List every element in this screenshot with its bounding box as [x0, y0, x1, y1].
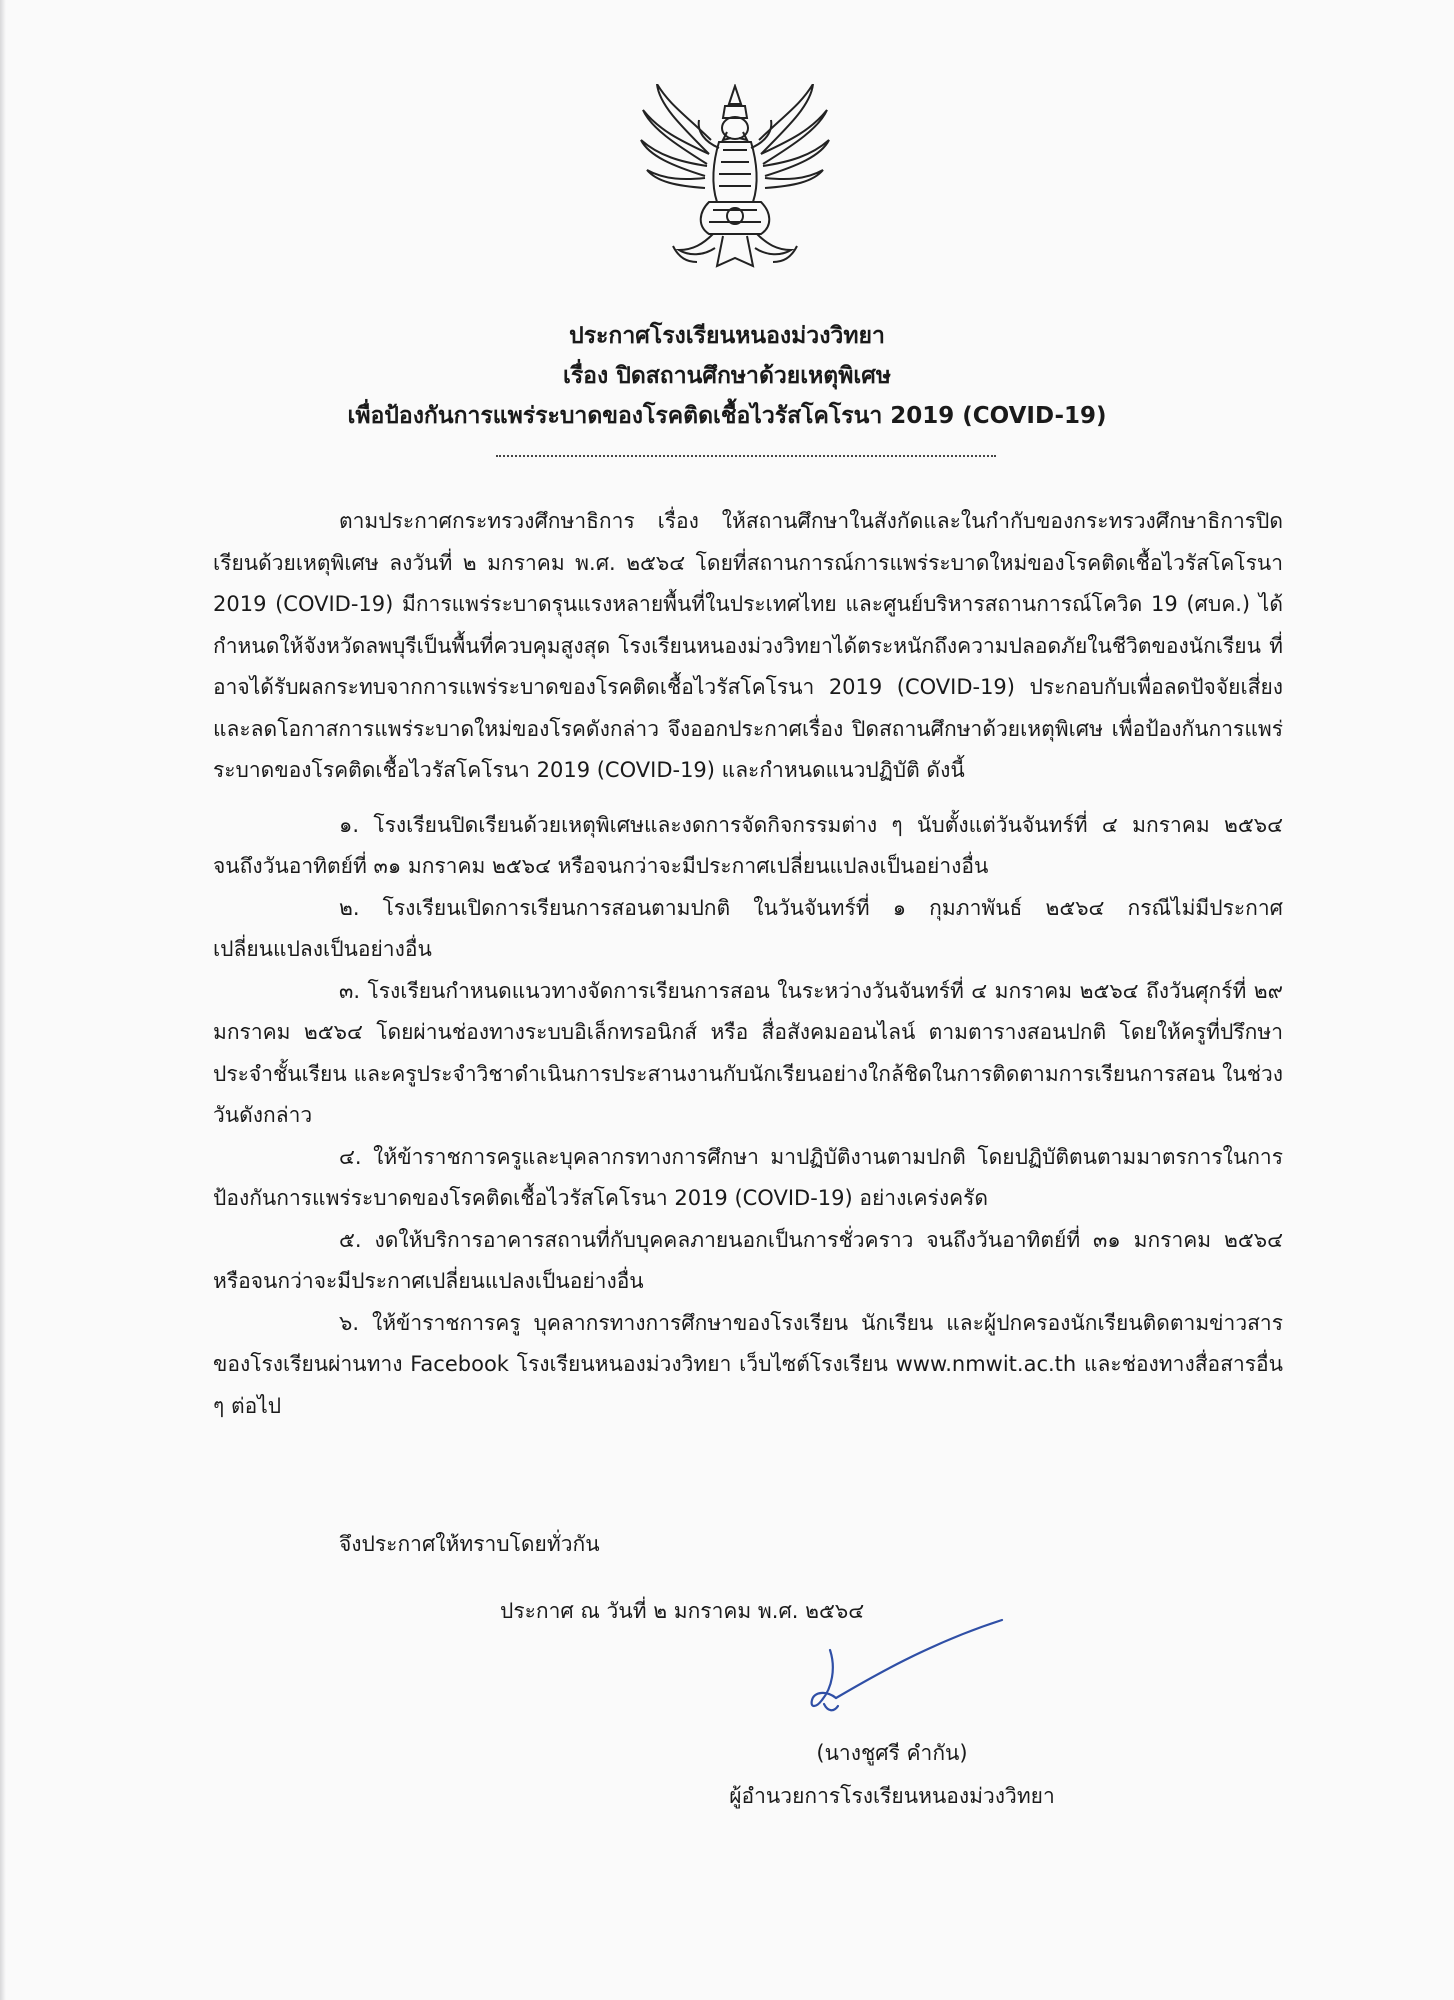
- announcement-body: [213, 501, 1283, 1427]
- scan-edge-shadow: [0, 0, 6, 2000]
- signer-name: (นางชูศรี คำกัน): [816, 1741, 968, 1765]
- title-divider: [496, 455, 996, 457]
- list-item: ๑. โรงเรียนปิดเรียนด้วยเหตุพิเศษและงดการจัดกิจกรรมต่าง ๆ นับตั้งแต่วันจันทร์ที่ ๔ มกราคม ๒๕๖๔ จนถึงวันอาทิตย์ที่ ๓๑ มกราคม ๒๕๖๔ หรือจนกว่าจะมีประกาศเปลี่ยนแปลงเป็นอย่างอื่น: [213, 812, 1283, 878]
- closing-statement: จึงประกาศให้ทราบโดยทั่วกัน: [339, 1532, 600, 1556]
- list-item: ๔. ให้ข้าราชการครูและบุคลากรทางการศึกษา มาปฏิบัติงานตามปกติ โดยปฏิบัติตนตามมาตรการในการป้องกันการแพร่ระบาดของโรคติดเชื้อไวรัสโคโรนา 2019 (COVID-19) อย่างเคร่งครัด: [213, 1144, 1283, 1210]
- signer-position: ผู้อำนวยการโรงเรียนหนองม่วงวิทยา: [729, 1784, 1055, 1808]
- list-item: ๕. งดให้บริการอาคารสถานที่กับบุคคลภายนอกเป็นการชั่วคราว จนถึงวันอาทิตย์ที่ ๓๑ มกราคม ๒๕๖๔ หรือจนกว่าจะมีประกาศเปลี่ยนแปลงเป็นอย่างอื่น: [213, 1227, 1283, 1293]
- announcement-title: [0, 316, 1454, 436]
- list-item: ๒. โรงเรียนเปิดการเรียนการสอนตามปกติ ในวันจันทร์ที่ ๑ กุมภาพันธ์ ๒๕๖๔ กรณีไม่มีประกาศเปลี่ยนแปลงเป็นอย่างอื่น: [213, 895, 1283, 961]
- title-line-subject: เรื่อง ปิดสถานศึกษาด้วยเหตุพิเศษ: [562, 363, 892, 389]
- title-line-purpose: เพื่อป้องกันการแพร่ระบาดของโรคติดเชื้อไวรัสโคโรนา 2019 (COVID-19): [347, 403, 1107, 429]
- garuda-emblem-icon: [639, 84, 831, 272]
- intro-paragraph: ตามประกาศกระทรวงศึกษาธิการ เรื่อง ให้สถานศึกษาในสังกัดและในกำกับของกระทรวงศึกษาธิการปิดเรียนด้วยเหตุพิเศษ ลงวันที่ ๒ มกราคม พ.ศ. ๒๕๖๔ โดยที่สถานการณ์การแพร่ระบาดใหม่ของโรคติดเชื้อไวรัสโคโรนา 2019 (COVID-19) มีการแพร่ระบาดรุนแรงหลายพื้นที่ในประเทศไทย และศูนย์บริหารสถานการณ์โควิด 19 (ศบค.) ได้กำหนดให้จังหวัดลพบุรีเป็นพื้นที่ควบคุมสูงสุด โรงเรียนหนองม่วงวิทยาได้ตระหนักถึงความปลอดภัยในชีวิตของนักเรียน ที่อาจได้รับผลกระทบจากการแพร่ระบาดของโรคติดเชื้อไวรัสโคโรนา 2019 (COVID-19) ประกอบกับเพื่อลดปัจจัยเสี่ยงและลดโอกาสการแพร่ระบาดใหม่ของโรคดังกล่าว จึงออกประกาศเรื่อง ปิดสถานศึกษาด้วยเหตุพิเศษ เพื่อป้องกันการแพร่ระบาดของโรคติดเชื้อไวรัสโคโรนา 2019 (COVID-19) และกำหนดแนวปฏิบัติ ดังนี้: [213, 509, 1283, 782]
- announcement-date: ประกาศ ณ วันที่ ๒ มกราคม พ.ศ. ๒๕๖๔: [500, 1599, 865, 1623]
- list-item: ๓. โรงเรียนกำหนดแนวทางจัดการเรียนการสอน ในระหว่างวันจันทร์ที่ ๔ มกราคม ๒๕๖๔ ถึงวันศุกร์ที่ ๒๙ มกราคม ๒๕๖๔ โดยผ่านช่องทางระบบอิเล็กทรอนิกส์ หรือ สื่อสังคมออนไลน์ ตามตารางสอนปกติ โดยให้ครูที่ปรึกษาประจำชั้นเรียน และครูประจำวิชาดำเนินการประสานงานกับนักเรียนอย่างใกล้ชิดในการติดตามการเรียนการสอน ในช่วงวันดังกล่าว: [213, 978, 1283, 1127]
- signature-icon: [780, 1608, 1010, 1728]
- title-line-school: ประกาศโรงเรียนหนองม่วงวิทยา: [569, 323, 885, 349]
- list-item: ๖. ให้ข้าราชการครู บุคลากรทางการศึกษาของโรงเรียน นักเรียน และผู้ปกครองนักเรียนติดตามข่าวสารของโรงเรียนผ่านทาง Facebook โรงเรียนหนองม่วงวิทยา เว็บไซต์โรงเรียน www.nmwit.ac.th และช่องทางสื่อสารอื่น ๆ ต่อไป: [213, 1310, 1283, 1418]
